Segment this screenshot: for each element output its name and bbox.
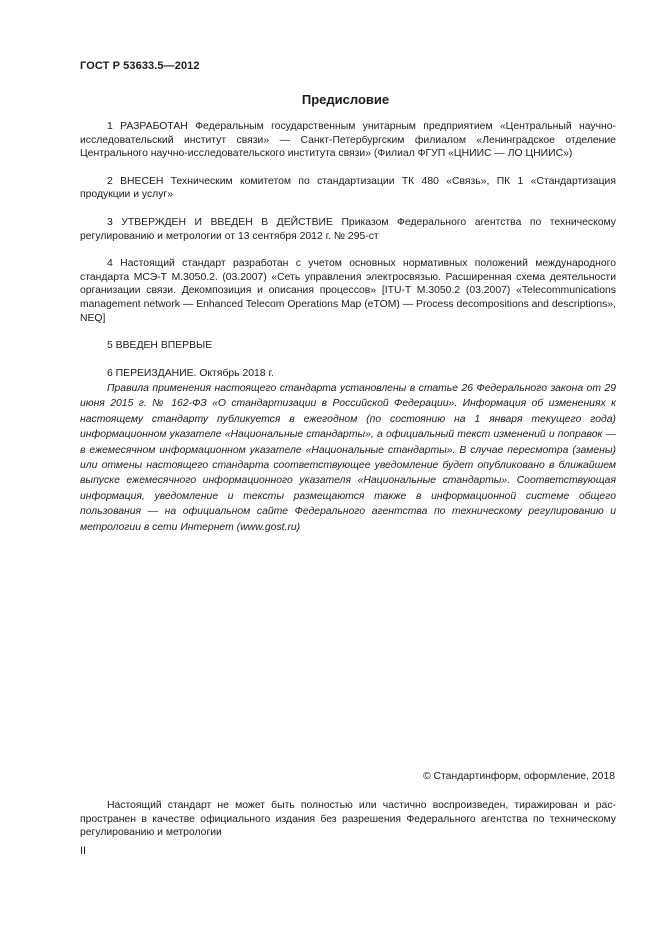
standard-header: ГОСТ Р 53633.5—2012: [80, 60, 200, 72]
foreword-item-4: 4 Настоящий стандарт разработан с учетом основных нормативных положений международного стандарта МСЭ-Т М.3050.2. (03.2007) «Сеть управления электросвязью. Расширенная схема деятельности организации связи. Декомпозиция и описания процессов» [ITU-T M.3050.2 (03.2007) «Telecommunications management network — Enhanced Telecom Operations Map (eTOM) — Process decompositions and descriptions», NEQ]: [80, 258, 616, 324]
foreword-item-2: 2 ВНЕСЕН Техническим комитетом по стандартизации ТК 480 «Связь», ПК 1 «Стандартизация продукции и услуг»: [80, 175, 616, 201]
foreword-item-3: 3 УТВЕРЖДЕН И ВВЕДЕН В ДЕЙСТВИЕ Приказом Федерального агентства по техническому регулированию и метрологии от 13 сентября 2012 г. № 295-ст: [80, 216, 616, 242]
foreword-item-6: 6 ПЕРЕИЗДАНИЕ. Октябрь 2018 г.: [107, 367, 274, 379]
application-rules-note: Правила применения настоящего стандарта установлены в статье 26 Федерального закона от 29 июня 2015 г. № 162-ФЗ «О стандартизации в Российской Федерации». Информация об изменениях к настоящему стандарту публикуется в ежегодном (по состоянию на 1 января текущего года) информационном указателе «Национальные стандарты», а официальный текст изменений и поправок — в ежемесячном информационном указателе «Национальные стандарты». В случае пересмотра (замены) или отмены настоящего стандарта соответствующее уведомление будет опубликовано в ближайшем выпуске ежемесячного информационного указателя «Национальные стандарты». Соответствующая информация, уведомление и тексты размещаются также в информационной системе общего пользования — на официальном сайте Федерального агентства по техническому регулированию и метрологии в сети Интернет (www.gost.ru): [80, 383, 616, 533]
foreword-item-1: 1 РАЗРАБОТАН Федеральным государственным унитарным предприятием «Центральный научно-исследовательский институт связи» — Санкт-Петербургским филиалом «Ленинградское отделение Центрального научно-исследовательского института связи» (Филиал ФГУП «ЦНИИС — ЛО ЦНИИС»): [80, 121, 616, 160]
foreword-items: [80, 120, 616, 394]
reproduction-notice: Настоящий стандарт не может быть полностью или частично воспроизведен, тиражирован и распространен в качестве официального издания без разрешения Федерального агентства по техническому регулированию и метрологии: [80, 800, 616, 839]
page-number: II: [80, 845, 87, 857]
foreword-item-5: 5 ВВЕДЕН ВПЕРВЫЕ: [107, 340, 213, 352]
copyright-line: © Стандартинформ, оформление, 2018: [422, 771, 615, 782]
page-title: Предисловие: [301, 92, 390, 107]
